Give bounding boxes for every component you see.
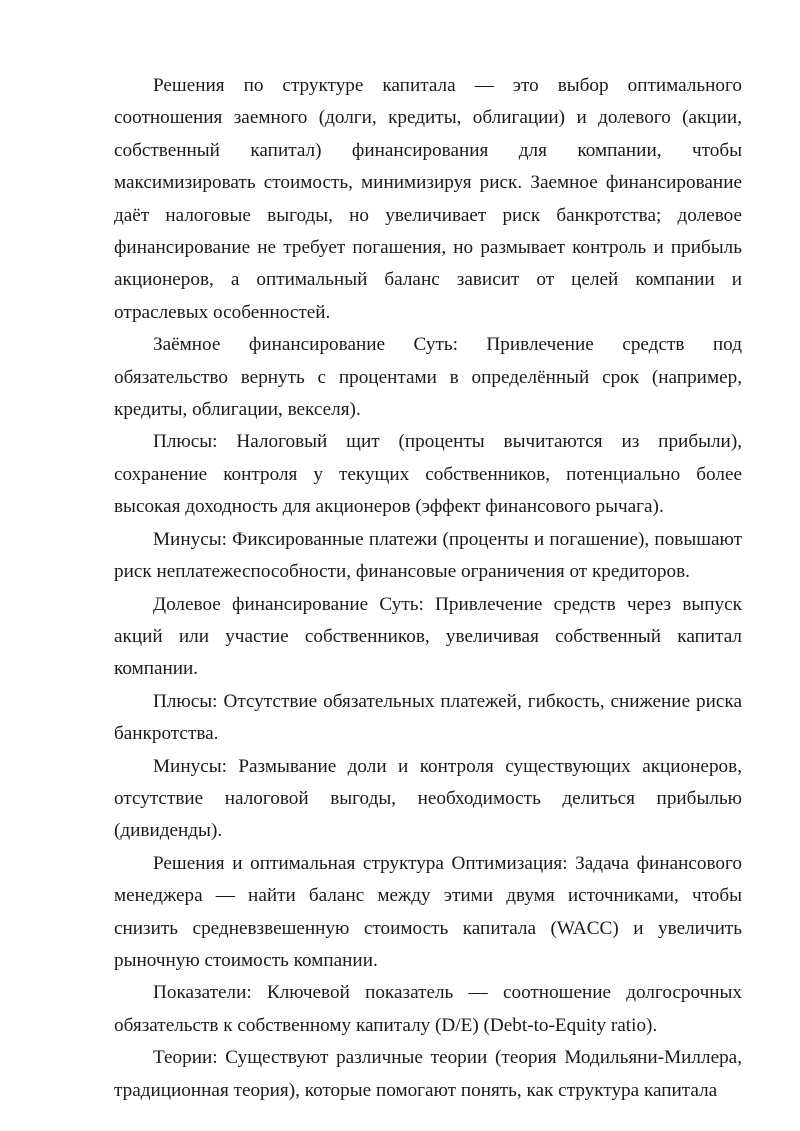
document-body — [114, 70, 742, 1107]
paragraph-theories: Теории: Существуют различные теории (теория Модильяни-Миллера, традиционная теория), которые помогают понять, как структура капитала — [114, 1047, 742, 1101]
paragraph-optimization: Решения и оптимальная структура Оптимизация: Задача финансового менеджера — найти баланс между этими двумя источниками, чтобы снизить средневзвешенную стоимость капитала (WACC) и увеличить рыночную стоимость компании. — [114, 852, 742, 971]
paragraph-indicators: Показатели: Ключевой показатель — соотношение долгосрочных обязательств к собственному капиталу (D/E) (Debt-to-Equity ratio). — [114, 982, 742, 1036]
paragraph-equity-cons: Минусы: Размывание доли и контроля существующих акционеров, отсутствие налоговой выгоды, необходимость делиться прибылью (дивиденды). — [114, 755, 742, 842]
paragraph-debt-cons: Минусы: Фиксированные платежи (проценты и погашение), повышают риск неплатежеспособности, финансовые ограничения от кредиторов. — [114, 528, 742, 583]
paragraph-equity-financing-essence: Долевое финансирование Суть: Привлечение средств через выпуск акций или участие собственников, увеличивая собственный капитал компании. — [114, 593, 742, 680]
paragraph-capital-structure-intro: Решения по структуре капитала — это выбор оптимального соотношения заемного (долги, кредиты, облигации) и долевого (акции, собственный капитал) финансирования для компании, чтобы максимизировать стоимость, минимизируя риск. Заемное финансирование даёт налоговые выгоды, но увеличивает риск банкротства; долевое финансирование не требует погашения, но размывает контроль и прибыль акционеров, а оптимальный баланс зависит от целей компании и отраслевых особенностей. — [114, 75, 742, 323]
paragraph-debt-financing-essence: Заёмное финансирование Суть: Привлечение средств под обязательство вернуть с процентами в определённый срок (например, кредиты, облигации, векселя). — [114, 334, 742, 421]
paragraph-equity-pros: Плюсы: Отсутствие обязательных платежей, гибкость, снижение риска банкротства. — [114, 690, 742, 745]
paragraph-debt-pros: Плюсы: Налоговый щит (проценты вычитаются из прибыли), сохранение контроля у текущих собственников, потенциально более высокая доходность для акционеров (эффект финансового рычага). — [114, 431, 742, 518]
